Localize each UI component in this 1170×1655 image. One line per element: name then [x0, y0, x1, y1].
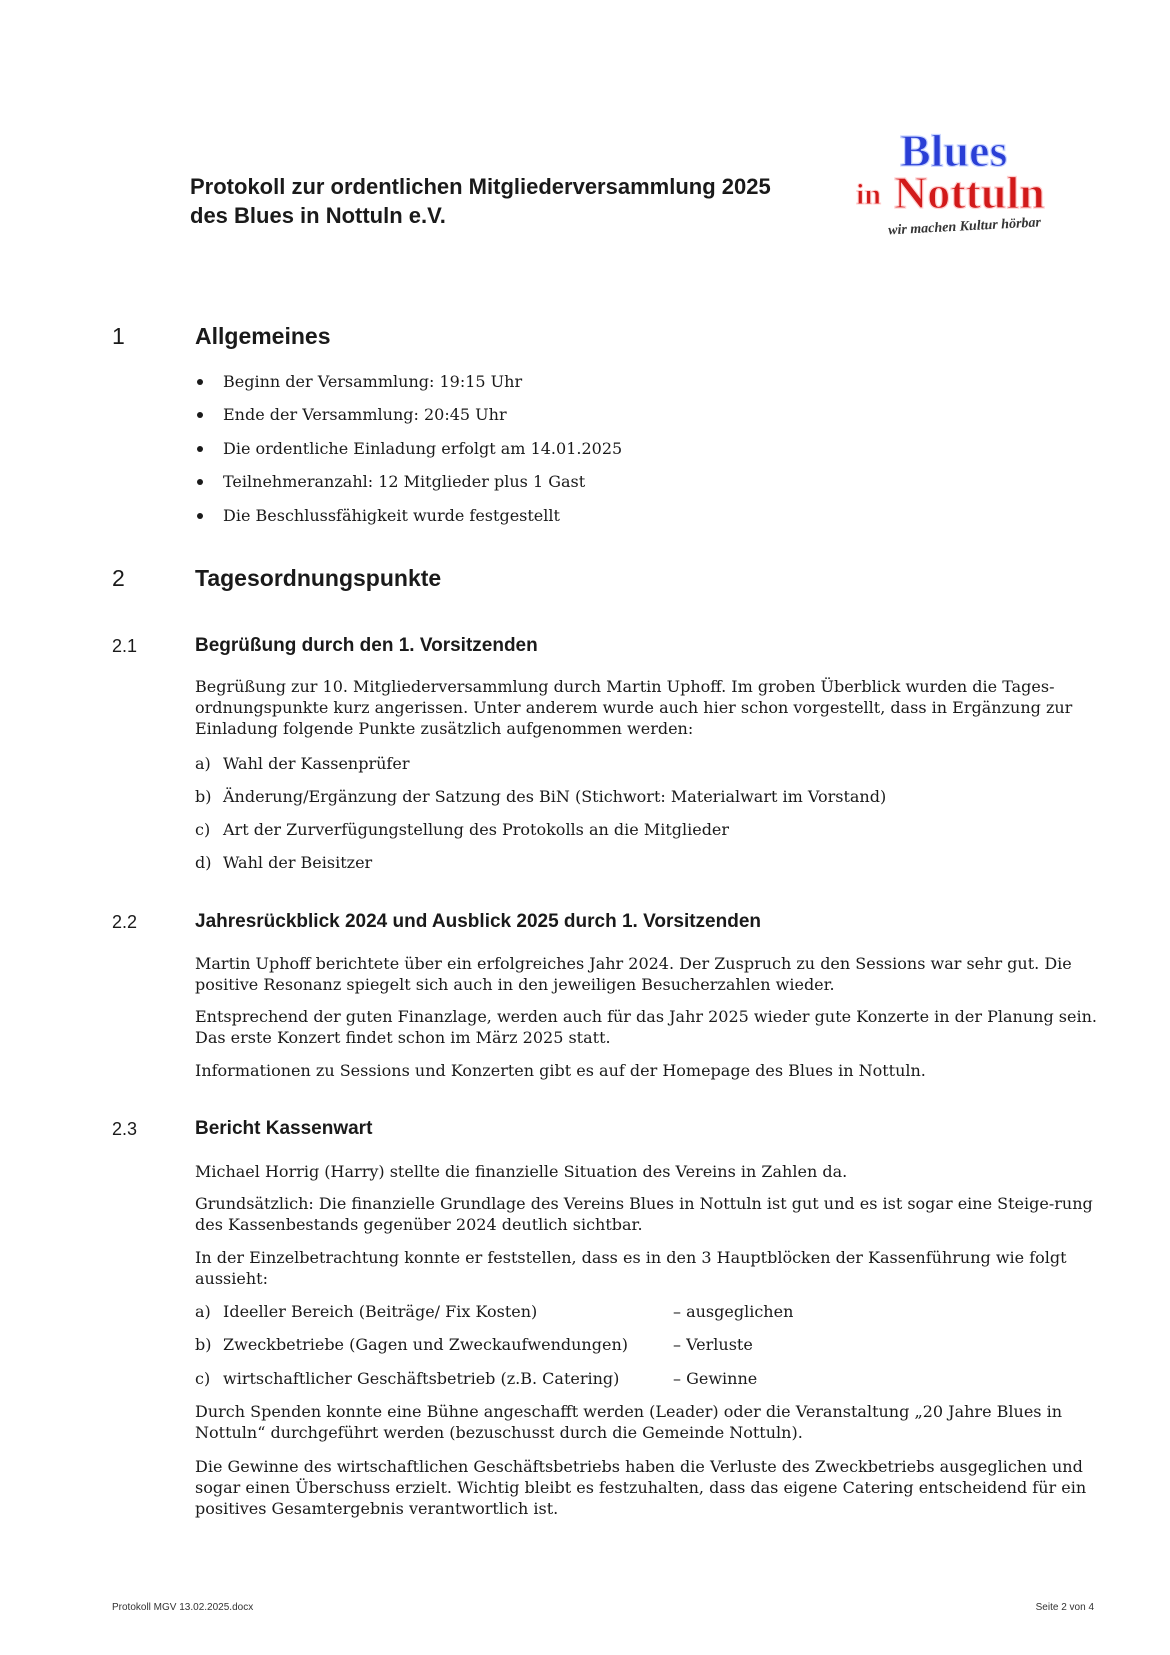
footer-filename: Protokoll MGV 13.02.2025.docx [112, 1602, 254, 1613]
logo-slogan: wir machen Kultur hörbar [887, 215, 1042, 238]
section-2-title: Tagesordnungspunkte [195, 565, 442, 591]
section-2-2-title: Jahresrückblick 2024 und Ausblick 2025 durch 1. Vorsitzenden [195, 911, 762, 932]
section-2-2-number: 2.2 [112, 912, 138, 932]
paragraph: Die Gewinne des wirtschaftlichen Geschäftsbetriebs haben die Verluste des Zweckbetriebs ausgeglichen und sogar einen Überschuss erzielt. Wichtig bleibt es festzuhalten, dass das eigene Catering entscheidend für ein positives Gesamtergebnis verantwortlich ist. [195, 1457, 1087, 1518]
section-2-3-title: Bericht Kassenwart [195, 1118, 373, 1139]
paragraph: Begrüßung zur 10. Mitgliederversammlung durch Martin Uphoff. Im groben Überblick wurden die Tages-ordnungspunkte kurz angerissen. Unter anderem wurde auch hier schon vorgestellt, dass in Ergänzung zur Einladung folgende Punkte zusätzlich aufgenommen werden: [195, 677, 1073, 738]
paragraph: Informationen zu Sessions und Konzerten gibt es auf der Homepage des Blues in Nottuln. [195, 1061, 926, 1080]
list-item: a) Ideeller Bereich (Beiträge/ Fix Kosten) – ausgeglichen [195, 1302, 794, 1321]
section-2-number: 2 [112, 565, 125, 591]
bullet-icon [197, 479, 203, 485]
section-2-1-number: 2.1 [112, 636, 138, 656]
paragraph: In der Einzelbetrachtung konnte er feststellen, dass es in den 3 Hauptblöcken der Kassenführung wie folgt aussieht: [195, 1248, 1067, 1288]
logo-word-blues: Blues [900, 125, 1008, 176]
bullet-icon [197, 412, 203, 418]
blues-in-nottuln-logo [852, 120, 1102, 238]
list-item: c) wirtschaftlicher Geschäftsbetrieb (z.B. Catering) – Gewinne [195, 1369, 758, 1388]
logo-word-in: in [856, 178, 882, 211]
title-line-2: des Blues in Nottuln e.V. [190, 203, 446, 228]
logo-word-nottuln: Nottuln [894, 167, 1045, 218]
section-1-title: Allgemeines [195, 323, 331, 349]
paragraph: Entsprechend der guten Finanzlage, werden auch für das Jahr 2025 wieder gute Konzerte in der Planung sein. Das erste Konzert findet schon im März 2025 statt. [195, 1007, 1097, 1047]
section-1-number: 1 [112, 323, 125, 349]
section-2-3-number: 2.3 [112, 1119, 138, 1139]
section-2-1-title: Begrüßung durch den 1. Vorsitzenden [195, 635, 538, 656]
list-item: c) Art der Zurverfügungstellung des Protokolls an die Mitglieder [195, 820, 730, 839]
paragraph: Martin Uphoff berichtete über ein erfolgreiches Jahr 2024. Der Zuspruch zu den Sessions war sehr gut. Die positive Resonanz spiegelt sich auch in den jeweiligen Besucherzahlen wieder. [195, 954, 1072, 994]
paragraph: Michael Horrig (Harry) stellte die finanzielle Situation des Vereins in Zahlen da. [195, 1162, 848, 1181]
list-item: b) Zweckbetriebe (Gagen und Zweckaufwendungen) – Verluste [195, 1335, 753, 1354]
bullet-icon [197, 446, 203, 452]
list-item: a) Wahl der Kassenprüfer [195, 754, 410, 773]
list-item: b) Änderung/Ergänzung der Satzung des BiN (Stichwort: Materialwart im Vorstand) [195, 787, 887, 806]
footer-page-number: Seite 2 von 4 [1035, 1602, 1094, 1613]
document-title [190, 172, 771, 230]
list-item: d) Wahl der Beisitzer [195, 853, 373, 872]
bullet-icon [197, 379, 203, 385]
bullet-icon [197, 513, 203, 519]
paragraph: Durch Spenden konnte eine Bühne angeschafft werden (Leader) oder die Veranstaltung „20 Jahre Blues in Nottuln“ durchgeführt werden (bezuschusst durch die Gemeinde Nottuln). [195, 1402, 1062, 1442]
title-line-1: Protokoll zur ordentlichen Mitgliederversammlung 2025 [190, 174, 771, 199]
paragraph: Grundsätzlich: Die finanzielle Grundlage des Vereins Blues in Nottuln ist gut und es ist sogar eine Steige-rung des Kassenbestands gegenüber 2024 deutlich sichtbar. [195, 1194, 1093, 1234]
